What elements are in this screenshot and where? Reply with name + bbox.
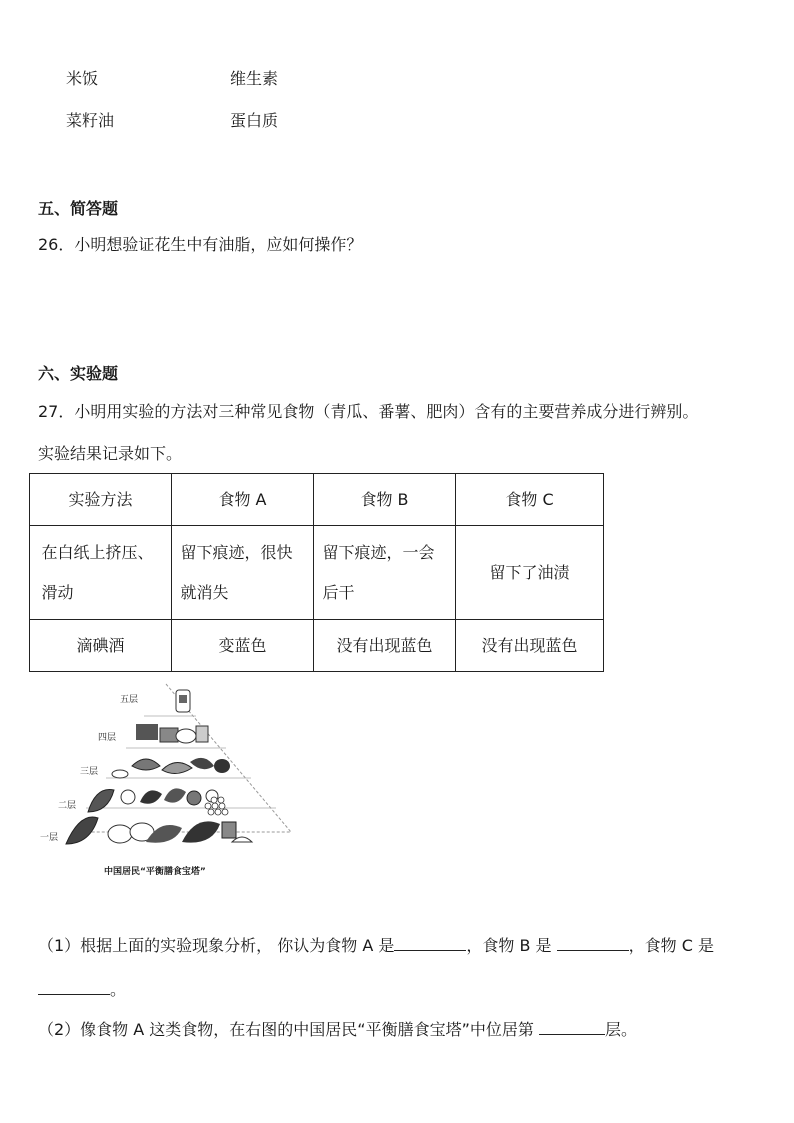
table-cell: 留下了油渍 (456, 526, 604, 620)
table-header-cell: 食物 B (314, 474, 456, 526)
answer-blank-food-b[interactable] (557, 936, 629, 951)
table-cell: 滴碘酒 (30, 620, 172, 672)
table-cell: 在白纸上挤压、滑动 (30, 526, 172, 620)
table-cell: 留下痕迹，一会后干 (314, 526, 456, 620)
subquestion-1-text-b: ，食物 B 是 (466, 936, 557, 955)
experiment-table (29, 473, 604, 672)
table-cell: 留下痕迹，很快就消失 (172, 526, 314, 620)
match-right-2: 蛋白质 (230, 111, 279, 130)
match-right-1: 维生素 (230, 69, 279, 88)
answer-blank-layer[interactable] (539, 1020, 605, 1035)
pyramid-layer-4-label: 四层 (98, 733, 117, 743)
section-5-title: 五、简答题 (38, 199, 119, 218)
pyramid-layer-2-label: 二层 (58, 801, 77, 811)
table-cell: 没有出现蓝色 (314, 620, 456, 672)
table-cell: 没有出现蓝色 (456, 620, 604, 672)
table-cell: 变蓝色 (172, 620, 314, 672)
subquestion-2 (38, 1020, 637, 1040)
answer-blank-food-a[interactable] (394, 936, 466, 951)
table-header-cell: 食物 A (172, 474, 314, 526)
pyramid-layer-3-label: 三层 (80, 767, 99, 777)
table-header-cell: 食物 C (456, 474, 604, 526)
subquestion-1-continued (38, 980, 126, 1000)
question-27-line1: 27．小明用实验的方法对三种常见食物（青瓜、番薯、肥肉）含有的主要营养成分进行辨别。 (38, 402, 699, 421)
question-26: 26．小明想验证花生中有油脂，应如何操作？ (38, 235, 363, 254)
subquestion-1-end: 。 (110, 980, 127, 999)
answer-blank-food-c[interactable] (38, 980, 110, 995)
pyramid-caption: 中国居民“平衡膳食宝塔” (104, 867, 206, 877)
subquestion-1-text-c: ，食物 C 是 (628, 936, 714, 955)
subquestion-1-text-a: （1）根据上面的实验现象分析， 你认为食物 A 是 (38, 936, 395, 955)
match-left-2: 菜籽油 (66, 111, 115, 130)
subquestion-2-text: （2）像食物 A 这类食物，在右图的中国居民“平衡膳食宝塔”中位居第 (38, 1020, 539, 1039)
question-27-line2: 实验结果记录如下。 (38, 444, 183, 463)
pyramid-layer-5-label: 五层 (120, 695, 139, 705)
table-header-cell: 实验方法 (30, 474, 172, 526)
subquestion-1 (38, 936, 714, 956)
food-pyramid-illustration (36, 682, 298, 857)
table-header-row (30, 474, 604, 526)
subquestion-2-end: 层。 (604, 1020, 637, 1039)
pyramid-layer-1-label: 一层 (40, 833, 59, 843)
section-6-title: 六、实验题 (38, 364, 119, 383)
food-pyramid-figure (36, 682, 298, 882)
table-row (30, 620, 604, 672)
match-left-1: 米饭 (66, 69, 99, 88)
table-row (30, 526, 604, 620)
